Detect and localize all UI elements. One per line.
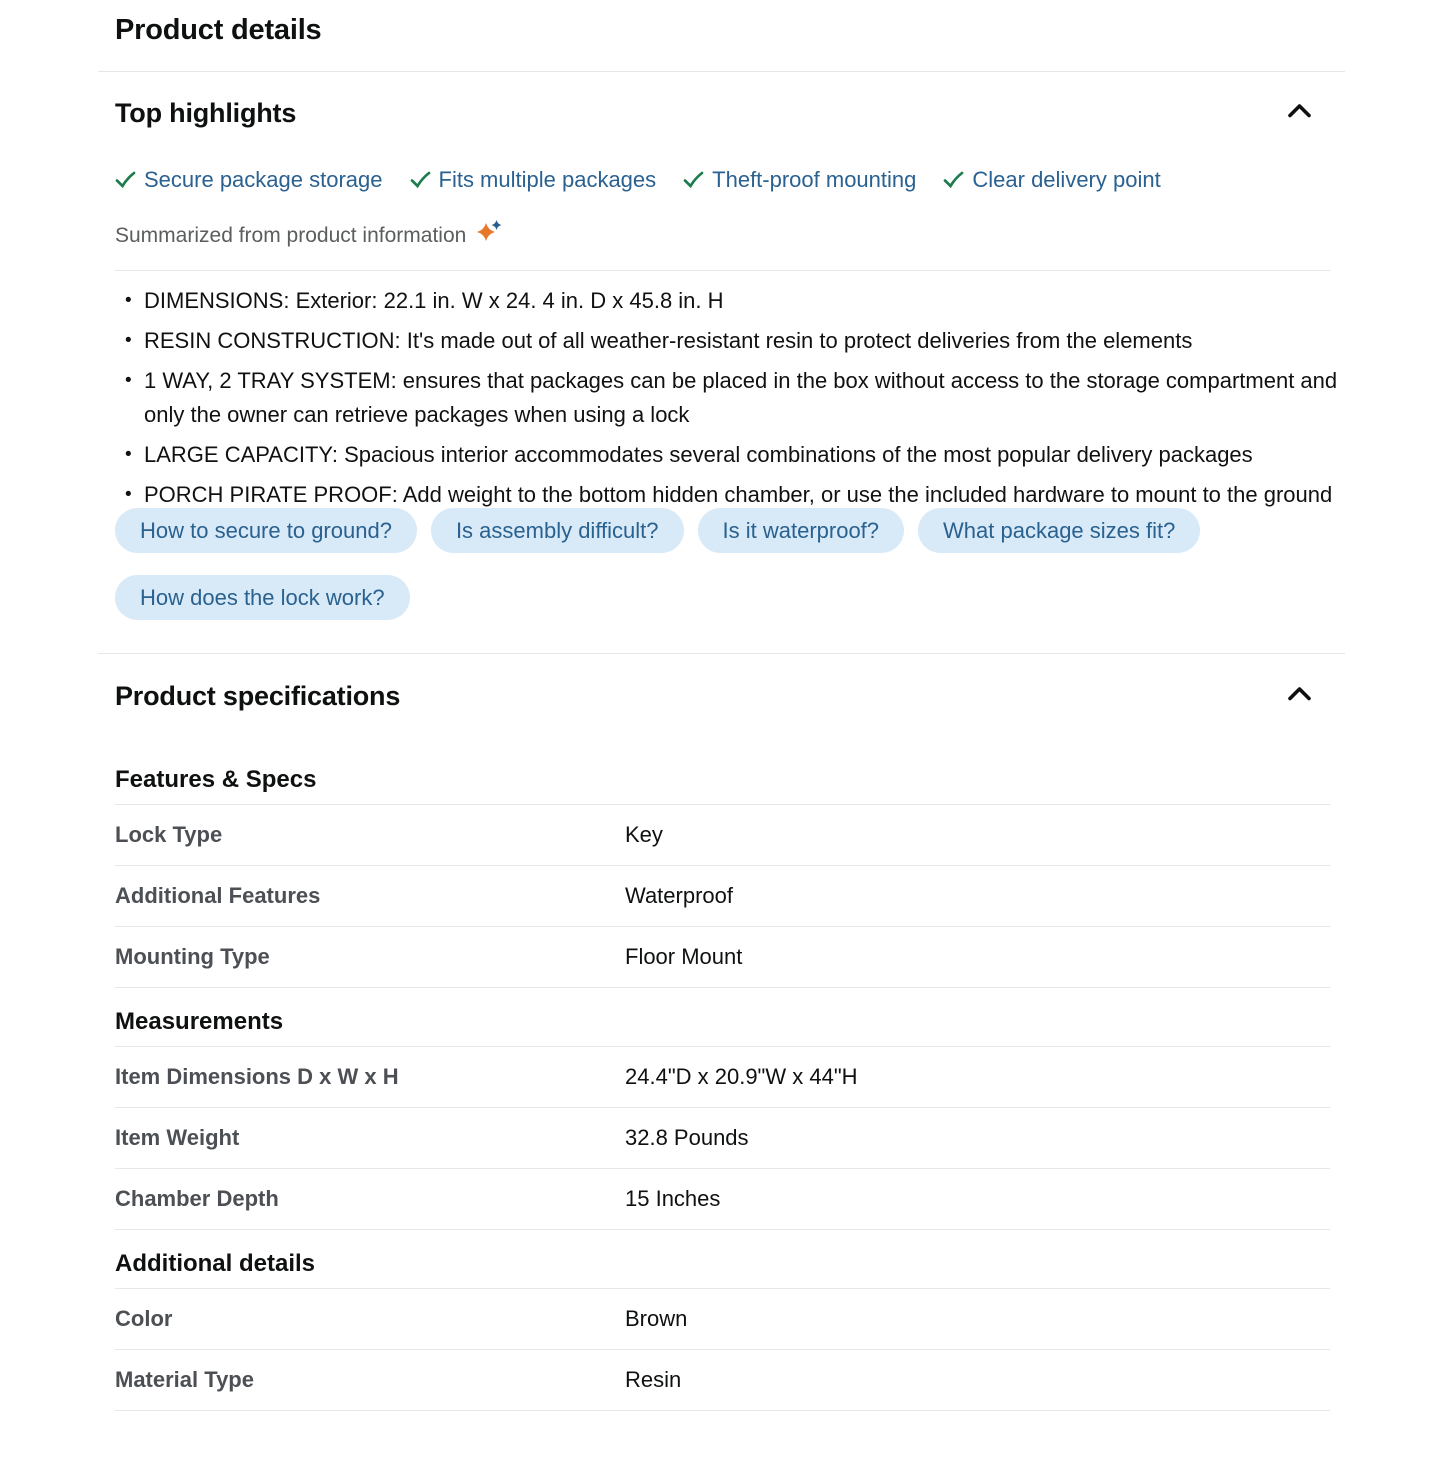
spec-row — [115, 1108, 1330, 1169]
product-specifications-header — [115, 680, 1330, 713]
ai-summary-note — [115, 219, 1330, 251]
spec-value: Floor Mount — [625, 944, 743, 969]
spec-table — [115, 746, 1330, 1411]
bullet-list-divider — [115, 270, 1330, 271]
spec-row — [115, 805, 1330, 866]
product-bullet-list — [115, 284, 1345, 507]
page-title: Product details — [115, 14, 322, 46]
ai-summary-text: Summarized from product information — [115, 223, 467, 247]
section-divider — [98, 653, 1345, 654]
spec-value: Key — [625, 822, 663, 847]
spec-value: 15 Inches — [625, 1186, 721, 1211]
product-specifications-title: Product specifications — [115, 681, 401, 711]
bullet-text: 1 WAY, 2 TRAY SYSTEM: ensures that packages can be placed in the box without access to the storage compartment and only the owner can retrieve packages when using a lock — [144, 368, 1338, 427]
spec-row — [115, 1289, 1330, 1350]
chevron-up-icon — [1287, 689, 1312, 704]
highlight-link[interactable]: Theft-proof mounting — [712, 167, 917, 192]
spec-label: Item Dimensions D x W x H — [115, 1064, 399, 1089]
spec-value: Brown — [625, 1306, 688, 1331]
question-pill[interactable]: What package sizes fit? — [918, 508, 1200, 553]
section-divider — [98, 71, 1345, 72]
question-pills — [115, 508, 1215, 620]
top-highlights-collapse-button[interactable] — [1283, 97, 1316, 127]
spec-row — [115, 927, 1330, 988]
spec-row — [115, 1350, 1330, 1411]
bullet-text: PORCH PIRATE PROOF: Add weight to the bottom hidden chamber, or use the included hardware to mount to the ground — [144, 482, 1333, 507]
bullet-item — [115, 438, 1345, 472]
top-highlights-header — [115, 97, 1330, 130]
bullet-item — [115, 364, 1345, 432]
check-icon — [943, 171, 964, 193]
highlight-item — [115, 167, 383, 193]
ai-sparkle-icon — [475, 219, 503, 251]
question-pill[interactable]: Is assembly difficult? — [431, 508, 684, 553]
highlight-item — [943, 167, 1160, 193]
spec-label: Item Weight — [115, 1125, 240, 1150]
check-icon — [683, 171, 704, 193]
spec-row — [115, 866, 1330, 927]
spec-label: Chamber Depth — [115, 1186, 279, 1211]
top-highlights-title: Top highlights — [115, 98, 297, 128]
spec-label: Lock Type — [115, 822, 223, 847]
highlight-link[interactable]: Fits multiple packages — [438, 167, 657, 192]
spec-label: Mounting Type — [115, 944, 270, 969]
product-specifications-collapse-button[interactable] — [1283, 680, 1316, 710]
spec-row — [115, 1047, 1330, 1108]
spec-label: Material Type — [115, 1367, 254, 1392]
spec-group-heading: Additional details — [115, 1230, 1330, 1289]
spec-value: Waterproof — [625, 883, 734, 908]
check-icon — [115, 171, 136, 193]
bullet-text: LARGE CAPACITY: Spacious interior accommodates several combinations of the most popular delivery packages — [144, 442, 1253, 467]
spec-group-heading: Measurements — [115, 988, 1330, 1047]
spec-label: Additional Features — [115, 883, 321, 908]
bullet-text: RESIN CONSTRUCTION: It's made out of all weather-resistant resin to protect deliveries from the elements — [144, 328, 1193, 353]
check-icon — [410, 171, 431, 193]
spec-row — [115, 1169, 1330, 1230]
highlight-item — [410, 167, 657, 193]
question-pill[interactable]: Is it waterproof? — [698, 508, 905, 553]
highlight-link[interactable]: Clear delivery point — [972, 167, 1161, 192]
spec-value: Resin — [625, 1367, 682, 1392]
spec-value: 32.8 Pounds — [625, 1125, 749, 1150]
highlights-row — [115, 167, 1330, 193]
highlight-link[interactable]: Secure package storage — [144, 167, 383, 192]
bullet-item — [115, 324, 1345, 358]
spec-value: 24.4"D x 20.9"W x 44"H — [625, 1064, 858, 1089]
bullet-text: DIMENSIONS: Exterior: 22.1 in. W x 24. 4 in. D x 45.8 in. H — [144, 288, 724, 313]
bullet-item — [115, 284, 1345, 318]
spec-group-heading: Features & Specs — [115, 746, 1330, 805]
chevron-up-icon — [1287, 106, 1312, 121]
highlight-item — [683, 167, 916, 193]
bullet-item-clipped — [115, 478, 1345, 507]
question-pill[interactable]: How to secure to ground? — [115, 508, 417, 553]
spec-label: Color — [115, 1306, 173, 1331]
question-pill[interactable]: How does the lock work? — [115, 575, 410, 620]
